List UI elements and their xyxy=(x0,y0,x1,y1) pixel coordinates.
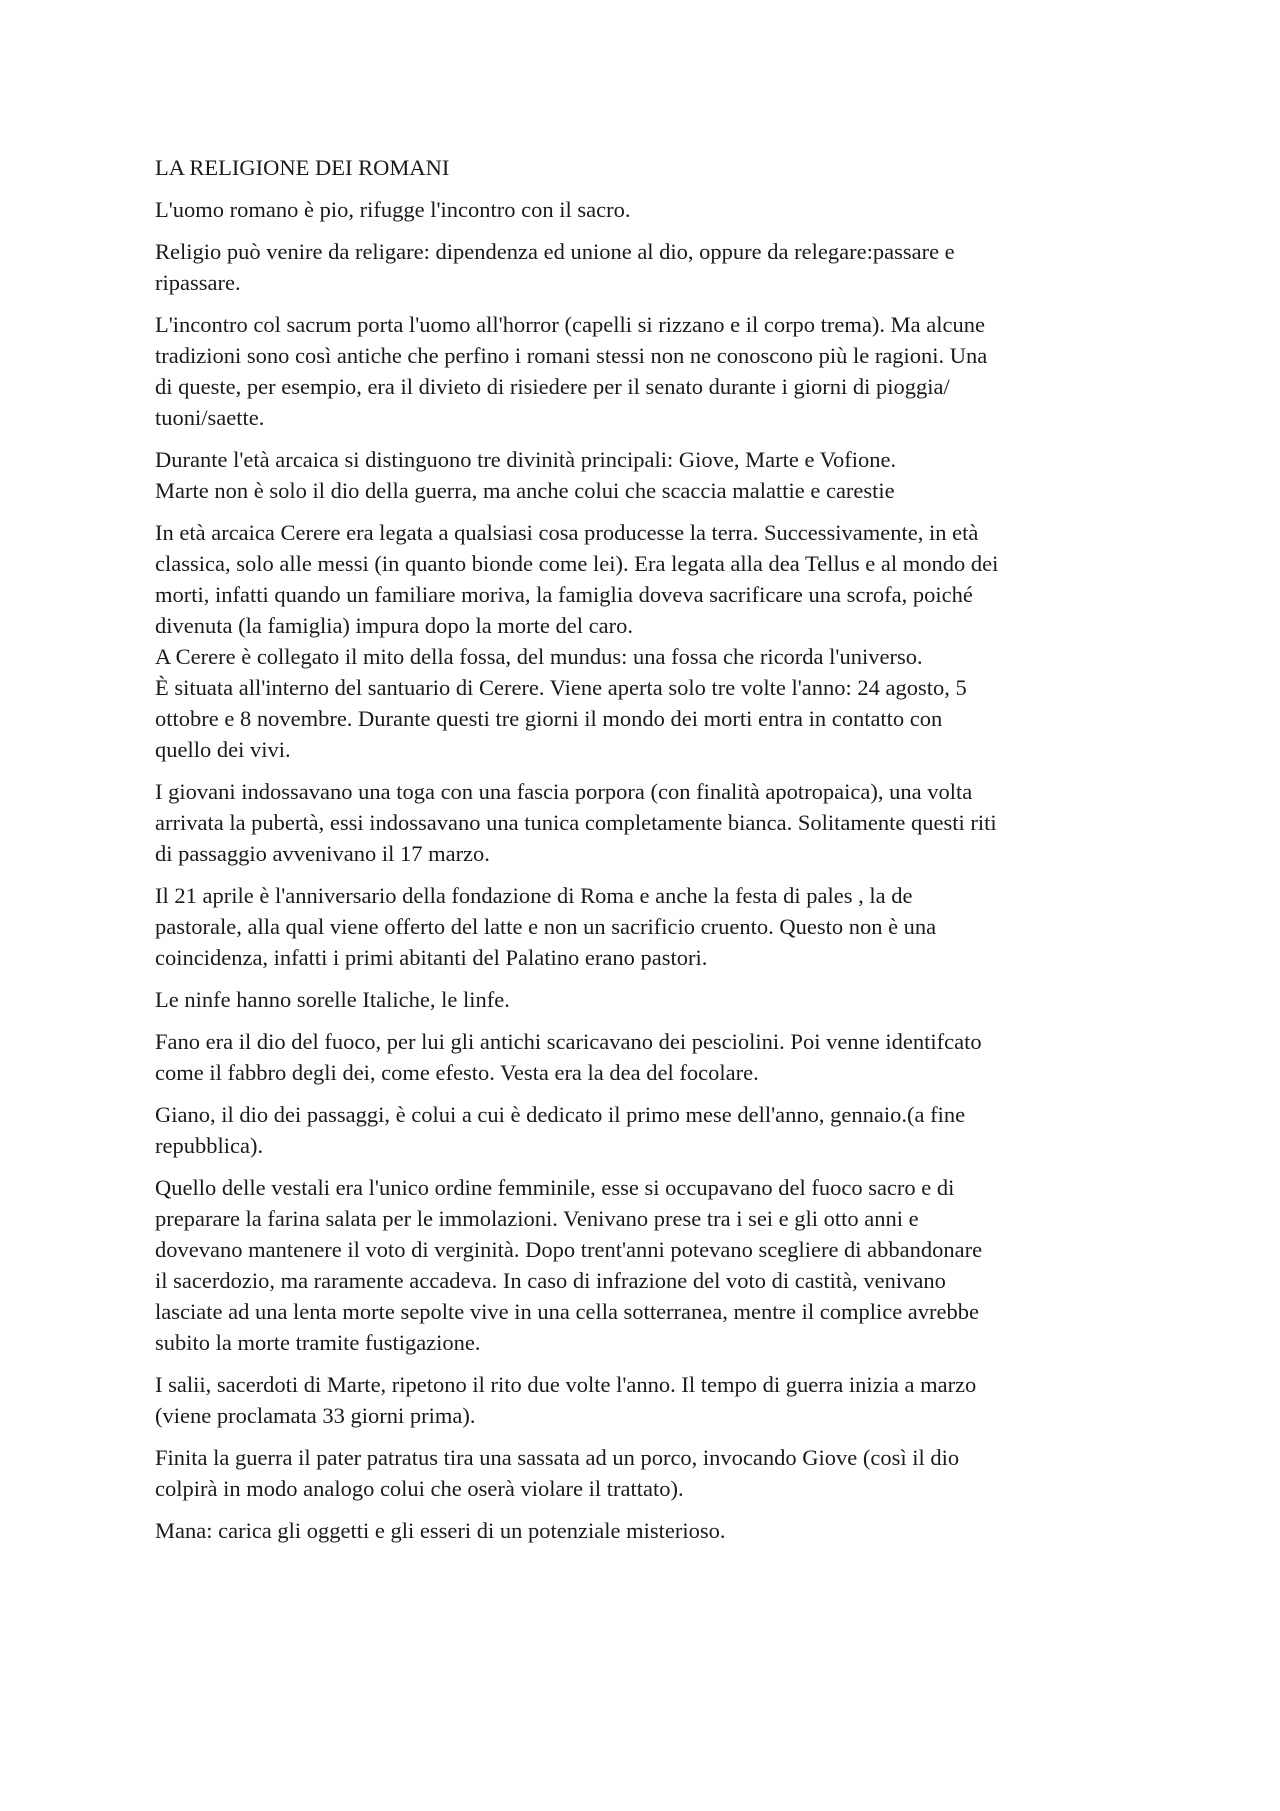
document-title: LA RELIGIONE DEI ROMANI xyxy=(155,155,450,180)
paragraph xyxy=(155,1172,1140,1358)
text-line: Religio può venire da religare: dipendenza ed unione al dio, oppure da relegare:passare e xyxy=(155,239,955,264)
text-line: tradizioni sono così antiche che perfino i romani stessi non ne conoscono più le ragioni. Una xyxy=(155,343,988,368)
text-line: divenuta (la famiglia) impura dopo la morte del caro. xyxy=(155,613,633,638)
text-line: arrivata la pubertà, essi indossavano una tunica completamente bianca. Solitamente questi riti xyxy=(155,810,997,835)
text-line: quello dei vivi. xyxy=(155,737,291,762)
paragraph xyxy=(155,1099,1140,1161)
text-line: tuoni/saette. xyxy=(155,405,265,430)
text-line: repubblica). xyxy=(155,1133,264,1158)
text-line: (viene proclamata 33 giorni prima). xyxy=(155,1403,476,1428)
text-line: dovevano mantenere il voto di verginità. Dopo trent'anni potevano scegliere di abbandonare xyxy=(155,1237,983,1262)
text-line: di queste, per esempio, era il divieto di risiedere per il senato durante i giorni di pioggia/ xyxy=(155,374,950,399)
paragraph xyxy=(155,1515,1140,1546)
document-page xyxy=(155,152,1140,1557)
text-line: L'incontro col sacrum porta l'uomo all'horror (capelli si rizzano e il corpo trema). Ma alcune xyxy=(155,312,985,337)
text-line: ripassare. xyxy=(155,270,241,295)
text-line: L'uomo romano è pio, rifugge l'incontro con il sacro. xyxy=(155,197,631,222)
text-line: pastorale, alla qual viene offerto del latte e non un sacrificio cruento. Questo non è una xyxy=(155,914,937,939)
document-body xyxy=(155,194,1140,1546)
text-line: Quello delle vestali era l'unico ordine femminile, esse si occupavano del fuoco sacro e di xyxy=(155,1175,955,1200)
text-line: Durante l'età arcaica si distinguono tre divinità principali: Giove, Marte e Vofione. xyxy=(155,447,897,472)
text-line: classica, solo alle messi (in quanto bionde come lei). Era legata alla dea Tellus e al mondo dei xyxy=(155,551,999,576)
paragraph xyxy=(155,194,1140,225)
text-line: Il 21 aprile è l'anniversario della fondazione di Roma e anche la festa di pales , la de xyxy=(155,883,913,908)
paragraph xyxy=(155,880,1140,973)
paragraph xyxy=(155,984,1140,1015)
paragraph xyxy=(155,444,1140,506)
paragraph xyxy=(155,1442,1140,1504)
paragraph xyxy=(155,1026,1140,1088)
text-line: morti, infatti quando un familiare moriva, la famiglia doveva sacrificare una scrofa, poiché xyxy=(155,582,973,607)
text-line: I giovani indossavano una toga con una fascia porpora (con finalità apotropaica), una volta xyxy=(155,779,973,804)
text-line: In età arcaica Cerere era legata a qualsiasi cosa producesse la terra. Successivamente, in età xyxy=(155,520,979,545)
text-line: preparare la farina salata per le immolazioni. Venivano prese tra i sei e gli otto anni e xyxy=(155,1206,919,1231)
paragraph xyxy=(155,517,1140,765)
text-line: I salii, sacerdoti di Marte, ripetono il rito due volte l'anno. Il tempo di guerra inizia a marzo xyxy=(155,1372,977,1397)
text-line: come il fabbro degli dei, come efesto. Vesta era la dea del focolare. xyxy=(155,1060,759,1085)
text-line: Le ninfe hanno sorelle Italiche, le linfe. xyxy=(155,987,510,1012)
paragraph xyxy=(155,1369,1140,1431)
text-line: A Cerere è collegato il mito della fossa, del mundus: una fossa che ricorda l'universo. xyxy=(155,644,923,669)
text-line: Fano era il dio del fuoco, per lui gli antichi scaricavano dei pesciolini. Poi venne identifcato xyxy=(155,1029,982,1054)
text-line: coincidenza, infatti i primi abitanti del Palatino erano pastori. xyxy=(155,945,708,970)
text-line: Finita la guerra il pater patratus tira una sassata ad un porco, invocando Giove (così il dio xyxy=(155,1445,960,1470)
text-line: ottobre e 8 novembre. Durante questi tre giorni il mondo dei morti entra in contatto con xyxy=(155,706,943,731)
text-line: subito la morte tramite fustigazione. xyxy=(155,1330,481,1355)
text-line: Giano, il dio dei passaggi, è colui a cui è dedicato il primo mese dell'anno, gennaio.(a fine xyxy=(155,1102,966,1127)
text-line: Marte non è solo il dio della guerra, ma anche colui che scaccia malattie e carestie xyxy=(155,478,895,503)
text-line: È situata all'interno del santuario di Cerere. Viene aperta solo tre volte l'anno: 24 agosto, 5 xyxy=(155,675,967,700)
text-line: Mana: carica gli oggetti e gli esseri di un potenziale misterioso. xyxy=(155,1518,726,1543)
text-line: colpirà in modo analogo colui che oserà violare il trattato). xyxy=(155,1476,684,1501)
paragraph xyxy=(155,309,1140,433)
text-line: lasciate ad una lenta morte sepolte vive in una cella sotterranea, mentre il complice avrebbe xyxy=(155,1299,980,1324)
paragraph xyxy=(155,776,1140,869)
paragraph xyxy=(155,236,1140,298)
text-line: di passaggio avvenivano il 17 marzo. xyxy=(155,841,490,866)
text-line: il sacerdozio, ma raramente accadeva. In caso di infrazione del voto di castità, venivano xyxy=(155,1268,946,1293)
